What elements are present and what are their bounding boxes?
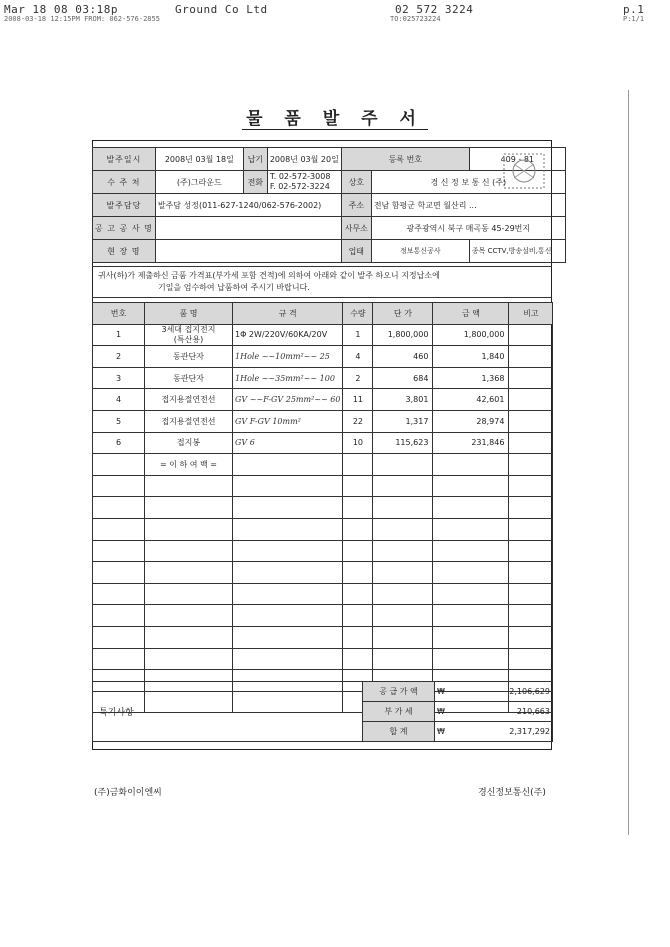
cell-amount: 1,368 bbox=[433, 367, 509, 389]
cell-no: 5 bbox=[93, 410, 145, 432]
cell-empty bbox=[373, 475, 433, 497]
cell-unit: 684 bbox=[373, 367, 433, 389]
cell-empty bbox=[145, 475, 233, 497]
cell-empty bbox=[93, 605, 145, 627]
cell-empty bbox=[145, 497, 233, 519]
cell-qty: 10 bbox=[343, 432, 373, 454]
table-row-empty bbox=[93, 497, 553, 519]
recipient-label: 수 주 처 bbox=[93, 171, 156, 194]
item-rows bbox=[93, 324, 553, 713]
fax-phone: 02 572 3224 bbox=[395, 3, 474, 16]
cell-qty: 4 bbox=[343, 346, 373, 368]
cell-qty: 11 bbox=[343, 389, 373, 411]
cell-name: 3세대 접지전지 (특산용) bbox=[145, 324, 233, 346]
cell-amount: 42,601 bbox=[433, 389, 509, 411]
cell-unit: 1,800,000 bbox=[373, 324, 433, 346]
cell-amount: 231,846 bbox=[433, 432, 509, 454]
fax-company: Ground Co Ltd bbox=[175, 3, 268, 16]
totals-table bbox=[92, 681, 553, 742]
address-label: 주소 bbox=[341, 194, 371, 217]
manager-label: 발주담당 bbox=[93, 194, 156, 217]
table-row-empty bbox=[93, 605, 553, 627]
cell-spec: 1Hole ~~35mm²~~ 100 bbox=[233, 367, 343, 389]
cell-note bbox=[509, 432, 553, 454]
cell-empty bbox=[233, 518, 343, 540]
cell-empty bbox=[93, 540, 145, 562]
remarks-label: 특기사항 bbox=[93, 682, 363, 742]
supply-label: 공 급 가 액 bbox=[363, 682, 435, 702]
cell-empty bbox=[343, 648, 373, 670]
vat-label: 부 가 세 bbox=[363, 702, 435, 722]
cell-qty: 1 bbox=[343, 324, 373, 346]
cell-empty bbox=[233, 605, 343, 627]
office-label: 사무소 bbox=[341, 217, 371, 240]
cell-empty bbox=[509, 583, 553, 605]
address-value: 전남 함평군 학교면 월산리 ... bbox=[371, 194, 565, 217]
cell-no: 4 bbox=[93, 389, 145, 411]
order-note-line2: 기일을 엄수하여 납품하여 주시기 바랍니다. bbox=[158, 283, 310, 292]
cell-empty bbox=[373, 497, 433, 519]
cell-empty bbox=[93, 518, 145, 540]
col-header-no: 번호 bbox=[93, 303, 145, 325]
cell-empty bbox=[509, 540, 553, 562]
table-row-empty bbox=[93, 583, 553, 605]
cell-note bbox=[509, 346, 553, 368]
total-currency: ₩ bbox=[437, 727, 445, 736]
cell-empty bbox=[233, 648, 343, 670]
cell-amount: 28,974 bbox=[433, 410, 509, 432]
reg-no-value: 409 - 81 bbox=[469, 148, 565, 171]
table-row bbox=[93, 432, 553, 454]
cell-spec bbox=[233, 454, 343, 476]
footer-right: 경신정보통신(주) bbox=[478, 788, 546, 798]
cell-no: 2 bbox=[93, 346, 145, 368]
cell-note bbox=[509, 454, 553, 476]
cell-empty bbox=[233, 583, 343, 605]
cell-empty bbox=[343, 475, 373, 497]
due-value: 2008년 03월 20일 bbox=[267, 148, 341, 171]
cell-unit: 3,801 bbox=[373, 389, 433, 411]
cell-spec: GV F-GV 10mm² bbox=[233, 410, 343, 432]
cell-empty bbox=[145, 562, 233, 584]
cell-empty bbox=[93, 562, 145, 584]
cell-empty bbox=[509, 562, 553, 584]
cell-qty: 22 bbox=[343, 410, 373, 432]
stamp-icon bbox=[500, 150, 548, 192]
cell-empty bbox=[509, 518, 553, 540]
cell-empty bbox=[145, 540, 233, 562]
place-label: 현 장 명 bbox=[93, 240, 156, 263]
fax-sub-left: 2008-03-18 12:15PM FROM: 062-576-2855 bbox=[4, 15, 160, 23]
cell-empty bbox=[433, 497, 509, 519]
order-note bbox=[92, 266, 552, 298]
cell-amount: 1,840 bbox=[433, 346, 509, 368]
cell-empty bbox=[433, 562, 509, 584]
vat-value: 210,663 bbox=[516, 707, 550, 716]
header-table bbox=[92, 147, 566, 263]
cell-empty bbox=[373, 605, 433, 627]
company-value: 경 신 정 보 통 신 (주) bbox=[371, 171, 565, 194]
cell-spec: 1Φ 2W/220V/60KA/20V bbox=[233, 324, 343, 346]
cell-amount: 1,800,000 bbox=[433, 324, 509, 346]
cell-empty bbox=[509, 475, 553, 497]
cell-empty bbox=[373, 583, 433, 605]
total-value: 2,317,292 bbox=[509, 727, 550, 736]
order-date-label: 발주일시 bbox=[93, 148, 156, 171]
document-title-text: 물 품 발 주 서 bbox=[242, 109, 428, 130]
cell-unit: 115,623 bbox=[373, 432, 433, 454]
cell-note bbox=[509, 324, 553, 346]
manager-value: 발주담 성정(011-627-1240/062-576-2002) bbox=[155, 194, 341, 217]
cell-empty bbox=[433, 648, 509, 670]
phone-value bbox=[267, 171, 341, 194]
cell-spec: GV 6 bbox=[233, 432, 343, 454]
place-value bbox=[155, 240, 341, 263]
cell-note bbox=[509, 410, 553, 432]
cell-empty bbox=[93, 583, 145, 605]
table-row-empty bbox=[93, 562, 553, 584]
cell-name: 동관단자 bbox=[145, 367, 233, 389]
cell-empty bbox=[433, 540, 509, 562]
fax-sub-page: P:1/1 bbox=[623, 15, 645, 23]
item-text: CCTV,방송설비,통신 bbox=[487, 247, 552, 255]
cell-name: = 이 하 여 백 = bbox=[145, 454, 233, 476]
supply-currency: ₩ bbox=[437, 687, 445, 696]
table-row-empty bbox=[93, 648, 553, 670]
cell-name: 접지용절연전선 bbox=[145, 389, 233, 411]
cell-empty bbox=[509, 648, 553, 670]
cell-empty bbox=[433, 583, 509, 605]
office-value: 광주광역시 북구 매곡동 45-29번지 bbox=[371, 217, 565, 240]
cell-empty bbox=[433, 626, 509, 648]
item-label: 종목 bbox=[471, 247, 486, 255]
site-label: 공 고 공 사 명 bbox=[93, 217, 156, 240]
fax-date: Mar 18 08 03:18p bbox=[4, 3, 118, 16]
total-label: 합 계 bbox=[363, 722, 435, 742]
cell-empty bbox=[373, 540, 433, 562]
supply-cell bbox=[435, 682, 553, 702]
type-label: 업태 bbox=[341, 240, 371, 263]
cell-empty bbox=[233, 540, 343, 562]
cell-empty bbox=[373, 626, 433, 648]
table-row bbox=[93, 454, 553, 476]
site-value bbox=[155, 217, 341, 240]
cell-qty: 2 bbox=[343, 367, 373, 389]
col-header-note: 비고 bbox=[509, 303, 553, 325]
cell-empty bbox=[145, 518, 233, 540]
cell-empty bbox=[93, 475, 145, 497]
cell-empty bbox=[509, 605, 553, 627]
page-edge-line bbox=[628, 90, 629, 835]
recipient-value: (주)그라운드 bbox=[155, 171, 243, 194]
cell-empty bbox=[343, 562, 373, 584]
cell-empty bbox=[433, 605, 509, 627]
cell-empty bbox=[145, 583, 233, 605]
type-value: 정보통신공사 bbox=[371, 240, 469, 263]
cell-empty bbox=[433, 475, 509, 497]
cell-unit: 460 bbox=[373, 346, 433, 368]
cell-spec: GV ~~F-GV 25mm²~~ 60 bbox=[233, 389, 343, 411]
table-row bbox=[93, 389, 553, 411]
table-row-empty bbox=[93, 540, 553, 562]
table-row-empty bbox=[93, 518, 553, 540]
table-row bbox=[93, 367, 553, 389]
cell-no: 1 bbox=[93, 324, 145, 346]
reg-no-label: 등록 번호 bbox=[341, 148, 469, 171]
phone-f: F. 02-572-3224 bbox=[269, 182, 330, 191]
vat-currency: ₩ bbox=[437, 707, 445, 716]
cell-empty bbox=[373, 648, 433, 670]
cell-empty bbox=[343, 583, 373, 605]
cell-empty bbox=[93, 648, 145, 670]
col-header-unit: 단 가 bbox=[373, 303, 433, 325]
cell-name: 동관단자 bbox=[145, 346, 233, 368]
cell-empty bbox=[373, 562, 433, 584]
cell-amount bbox=[433, 454, 509, 476]
item-value bbox=[469, 240, 565, 263]
order-note-line1: 귀사(하)가 제출하신 금품 가격표(부가세 포함 견적)에 의하여 아래와 같이 발주 하오니 지정납소에 bbox=[98, 271, 440, 280]
cell-empty bbox=[145, 648, 233, 670]
table-row bbox=[93, 410, 553, 432]
cell-note bbox=[509, 389, 553, 411]
cell-empty bbox=[233, 562, 343, 584]
cell-empty bbox=[145, 626, 233, 648]
cell-empty bbox=[509, 497, 553, 519]
table-row-empty bbox=[93, 475, 553, 497]
fax-sub-to: TO:025723224 bbox=[390, 15, 441, 23]
cell-empty bbox=[343, 605, 373, 627]
company-label: 상호 bbox=[341, 171, 371, 194]
cell-empty bbox=[373, 518, 433, 540]
col-header-spec: 규 격 bbox=[233, 303, 343, 325]
table-row-empty bbox=[93, 626, 553, 648]
document-title bbox=[0, 104, 670, 129]
cell-empty bbox=[93, 626, 145, 648]
cell-empty bbox=[93, 497, 145, 519]
cell-empty bbox=[343, 626, 373, 648]
cell-empty bbox=[343, 497, 373, 519]
cell-no: 3 bbox=[93, 367, 145, 389]
footer-left: (주)금화이이엔씨 bbox=[94, 788, 162, 798]
due-label: 납기 bbox=[243, 148, 267, 171]
fax-page: p.1 bbox=[623, 3, 645, 16]
phone-t: T. 02-572-3008 bbox=[269, 172, 331, 181]
cell-unit bbox=[373, 454, 433, 476]
col-header-qty: 수량 bbox=[343, 303, 373, 325]
total-cell bbox=[435, 722, 553, 742]
supply-value: 2,106,629 bbox=[509, 687, 550, 696]
vat-cell bbox=[435, 702, 553, 722]
table-row bbox=[93, 346, 553, 368]
cell-no bbox=[93, 454, 145, 476]
col-header-name: 품 명 bbox=[145, 303, 233, 325]
cell-no: 6 bbox=[93, 432, 145, 454]
cell-empty bbox=[509, 626, 553, 648]
cell-name: 접지봉 bbox=[145, 432, 233, 454]
cell-empty bbox=[343, 518, 373, 540]
cell-name: 접지용절연전선 bbox=[145, 410, 233, 432]
col-header-amount: 금 액 bbox=[433, 303, 509, 325]
cell-note bbox=[509, 367, 553, 389]
cell-qty bbox=[343, 454, 373, 476]
order-date-value: 2008년 03월 18일 bbox=[155, 148, 243, 171]
phone-label: 전화 bbox=[243, 171, 267, 194]
table-row bbox=[93, 324, 553, 346]
cell-unit: 1,317 bbox=[373, 410, 433, 432]
items-table bbox=[92, 302, 553, 713]
cell-empty bbox=[433, 518, 509, 540]
cell-empty bbox=[233, 475, 343, 497]
cell-spec: 1Hole ~~10mm²~~ 25 bbox=[233, 346, 343, 368]
cell-empty bbox=[343, 540, 373, 562]
cell-empty bbox=[145, 605, 233, 627]
cell-empty bbox=[233, 626, 343, 648]
cell-empty bbox=[233, 497, 343, 519]
